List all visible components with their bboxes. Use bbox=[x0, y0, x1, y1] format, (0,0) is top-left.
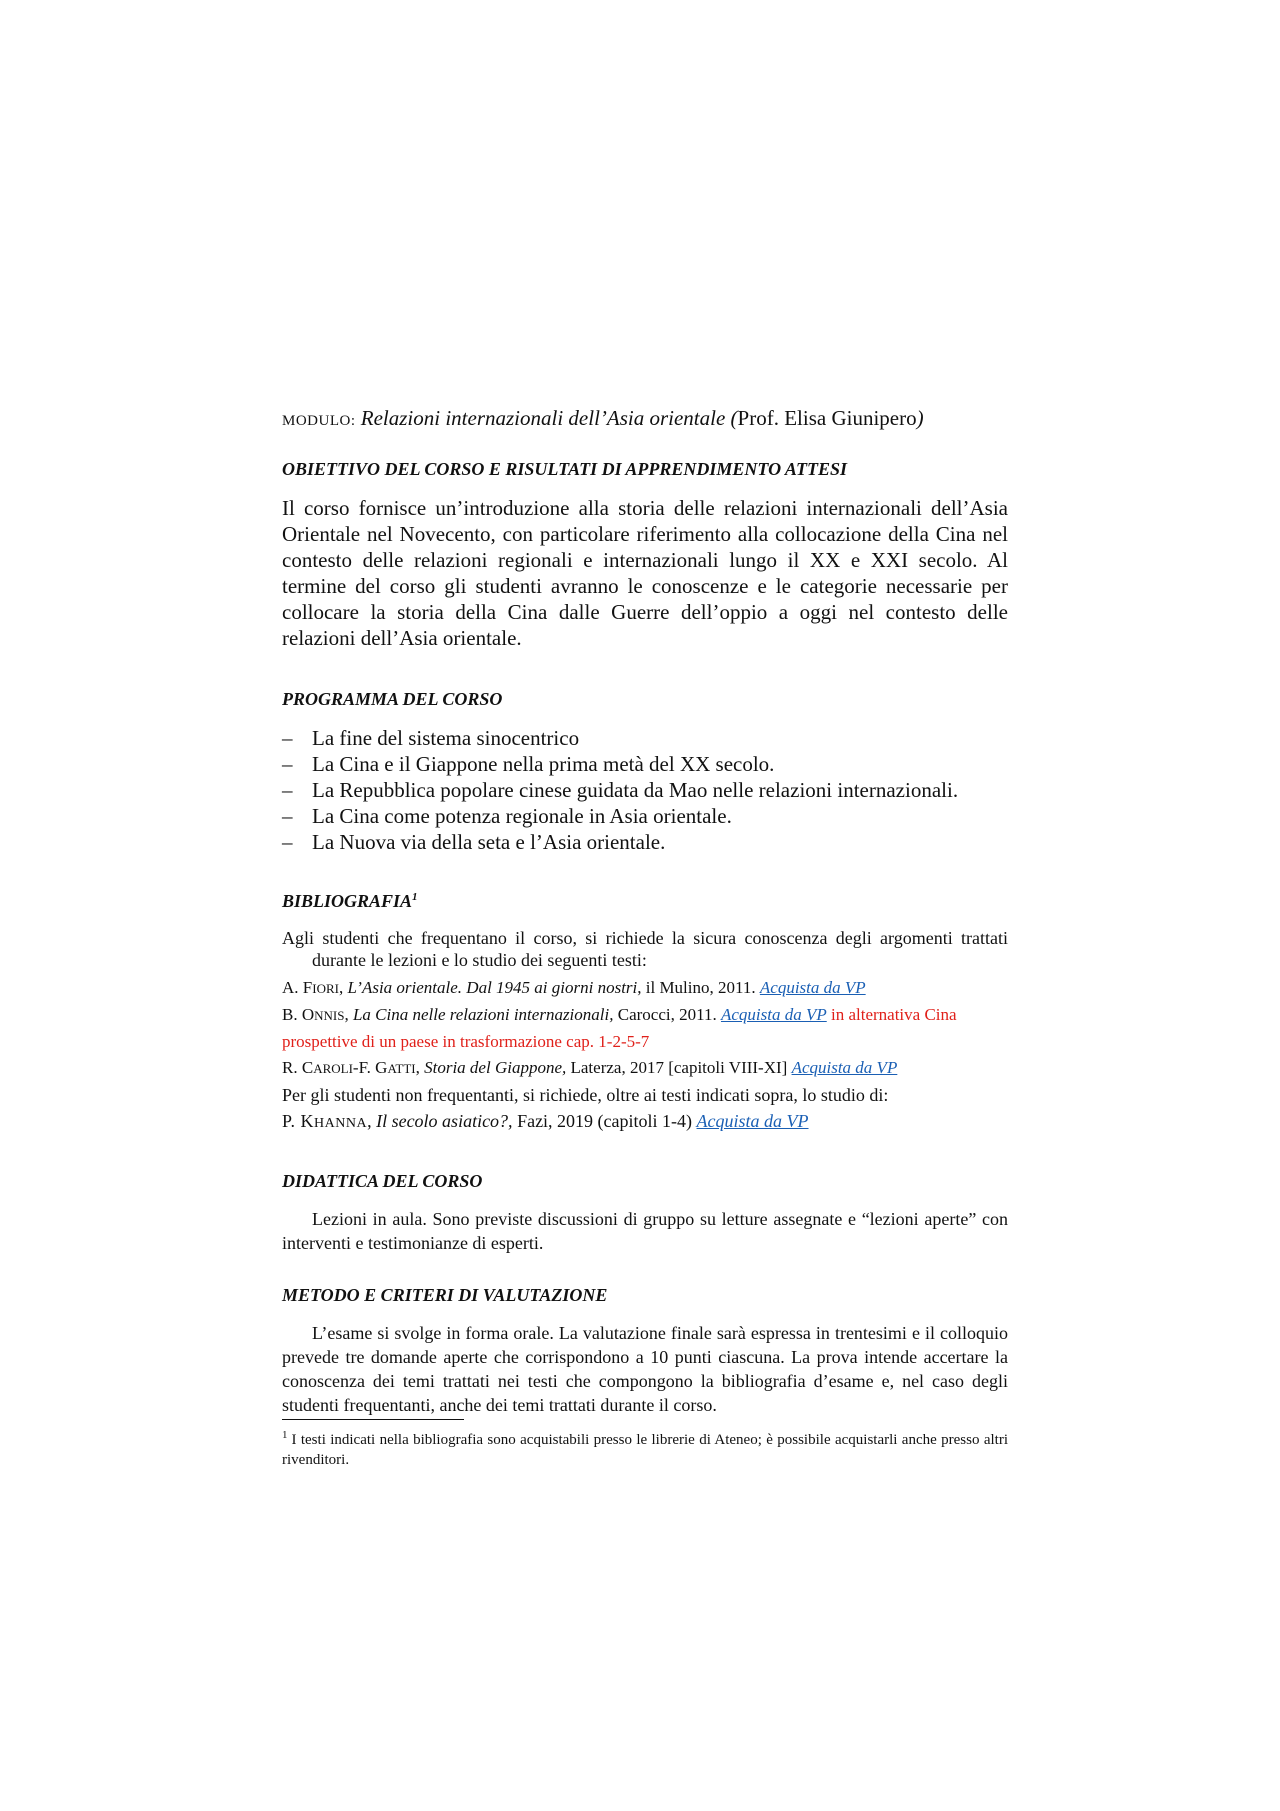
ref-author-initial: P. K bbox=[282, 1111, 315, 1131]
program-item bbox=[282, 777, 1008, 803]
ref-author bbox=[282, 978, 339, 997]
footnote-marker: 1 bbox=[282, 1429, 288, 1441]
buy-link-onnis[interactable]: Acquista da VP bbox=[720, 1005, 827, 1024]
document-content bbox=[282, 404, 1008, 1470]
program-item-text: La fine del sistema sinocentrico bbox=[312, 726, 580, 750]
bibliography-ref-caroli-gatti: R. CAROLI-F. GATTI, Storia del Giappone, Laterza, 2017 [capitoli VIII-XI] Acquista da VP bbox=[282, 1058, 898, 1077]
ref-author-rest: IORI bbox=[312, 981, 339, 996]
module-title-line bbox=[282, 404, 1008, 435]
footnote bbox=[282, 1430, 1008, 1470]
program-item bbox=[282, 751, 1008, 777]
buy-link-fiori[interactable]: Acquista da VP bbox=[759, 978, 866, 997]
footnote-ref-marker[interactable]: 1 bbox=[412, 891, 418, 903]
program-item bbox=[282, 829, 1008, 855]
dash-bullet: – bbox=[282, 804, 293, 828]
ref-author-rest: NNIS bbox=[314, 1008, 345, 1023]
bibliography-intro: Agli studenti che frequentano il corso, si richiede la sicura conoscenza degli argomenti trattati durante le lezioni e lo studio dei seguenti testi: bbox=[282, 928, 1008, 970]
program-item-text: La Cina e il Giappone nella prima metà del XX secolo. bbox=[312, 752, 775, 776]
ref-title: L’Asia orientale. Dal 1945 ai giorni nostri bbox=[347, 978, 638, 997]
program-item bbox=[282, 803, 1008, 829]
module-title: Relazioni internazionali dell’Asia orientale bbox=[360, 406, 726, 430]
module-close-paren: ) bbox=[916, 406, 924, 430]
bibliography-ref-onnis: B. ONNIS, La Cina nelle relazioni internazionali, Carocci, 2011. Acquista da VP in alternativa Cina prospettive di un paese in trasformazione cap. 1-2-5-7 bbox=[282, 1005, 957, 1051]
ref-author bbox=[282, 1005, 345, 1024]
ref-author bbox=[282, 1111, 368, 1131]
dash-bullet: – bbox=[282, 778, 293, 802]
ref-author bbox=[282, 1058, 416, 1077]
objective-text: Il corso fornisce un’introduzione alla storia delle relazioni internazionali dell’Asia Orientale nel Novecento, con particolare riferimento alla collocazione della Cina nel contesto delle relazioni regionali e internazionali lungo il XX e XXI secolo. Al termine del corso gli studenti avranno le conoscenze e le categorie necessarie per collocare la storia della Cina dalle Guerre dell’oppio a oggi nel contesto delle relazioni dell’Asia orientale. bbox=[282, 496, 1008, 650]
ref-author-initial: R. C bbox=[282, 1058, 314, 1077]
ref-author-rest: HANNA bbox=[314, 1116, 368, 1131]
buy-link-caroli-gatti[interactable]: Acquista da VP bbox=[791, 1058, 898, 1077]
program-item-text: La Cina come potenza regionale in Asia orientale. bbox=[312, 804, 732, 828]
program-item bbox=[282, 725, 1008, 751]
ref-publisher: Carocci, 2011. bbox=[613, 1005, 717, 1024]
buy-link-khanna[interactable]: Acquista da VP bbox=[696, 1111, 809, 1131]
dash-bullet: – bbox=[282, 726, 293, 750]
ref-publisher: Fazi, 2019 (capitoli 1-4) bbox=[512, 1111, 693, 1131]
footnote-separator bbox=[282, 1419, 464, 1420]
ref-author2-rest: ATTI bbox=[387, 1061, 416, 1076]
module-open-paren: ( bbox=[730, 406, 738, 430]
ref-author-rest: AROLI bbox=[313, 1061, 353, 1076]
program-heading: PROGRAMMA DEL CORSO bbox=[282, 689, 503, 709]
module-professor: Prof. Elisa Giunipero bbox=[737, 406, 917, 430]
ref-title: Storia del Giappone, bbox=[424, 1058, 567, 1077]
ref-author-initial: B. O bbox=[282, 1005, 315, 1024]
objective-heading: OBIETTIVO DEL CORSO E RISULTATI DI APPRENDIMENTO ATTESI bbox=[282, 459, 847, 479]
program-list bbox=[282, 725, 1008, 855]
ref-title: Il secolo asiatico?, bbox=[376, 1111, 513, 1131]
ref-title: La Cina nelle relazioni internazionali, bbox=[352, 1005, 614, 1024]
didactics-text: Lezioni in aula. Sono previste discussioni di gruppo su letture assegnate e “lezioni aperte” con interventi e testimonianze di esperti. bbox=[282, 1209, 1008, 1253]
program-item-text: La Repubblica popolare cinese guidata da Mao nelle relazioni internazionali. bbox=[312, 778, 959, 802]
non-attending-note: Per gli studenti non frequentanti, si richiede, oltre ai testi indicati sopra, lo studio di: bbox=[282, 1085, 889, 1105]
dash-bullet: – bbox=[282, 830, 293, 854]
bibliography-ref-khanna: P. KHANNA, Il secolo asiatico?, Fazi, 2019 (capitoli 1-4) Acquista da VP bbox=[282, 1111, 809, 1131]
didactics-heading: DIDATTICA DEL CORSO bbox=[282, 1171, 483, 1191]
dash-bullet: – bbox=[282, 752, 293, 776]
ref-publisher: Laterza, 2017 [capitoli VIII-XI] bbox=[566, 1058, 788, 1077]
evaluation-text: L’esame si svolge in forma orale. La valutazione finale sarà espressa in trentesimi e il colloquio prevede tre domande aperte che corrispondono a 10 punti ciascuna. La prova intende accertare la conoscenza dei temi trattati nei testi che compongono la bibliografia d’esame e, nel caso degli studenti frequentanti, anche dei temi trattati durante il corso. bbox=[282, 1323, 1008, 1415]
ref-alternative-note: in alternativa Cina prospettive di un paese in trasformazione cap. 1-2-5-7 bbox=[282, 1005, 957, 1051]
bibliography-heading-text: BIBLIOGRAFIA bbox=[282, 891, 413, 911]
program-item-text: La Nuova via della seta e l’Asia orientale. bbox=[312, 830, 666, 854]
evaluation-heading: METODO E CRITERI DI VALUTAZIONE bbox=[282, 1285, 608, 1305]
ref-author2-initial: -F. G bbox=[352, 1058, 388, 1077]
bibliography-ref-fiori: A. FIORI, L’Asia orientale. Dal 1945 ai giorni nostri, il Mulino, 2011. Acquista da VP bbox=[282, 978, 866, 997]
footnote-text: I testi indicati nella bibliografia sono acquistabili presso le librerie di Ateneo; è possibile acquistarli anche presso altri rivenditori. bbox=[282, 1432, 1008, 1468]
ref-publisher: , il Mulino, 2011. bbox=[637, 978, 756, 997]
bibliography-heading bbox=[282, 889, 1008, 913]
ref-author-initial: A. F bbox=[282, 978, 313, 997]
module-label: MODULO: bbox=[282, 413, 356, 429]
